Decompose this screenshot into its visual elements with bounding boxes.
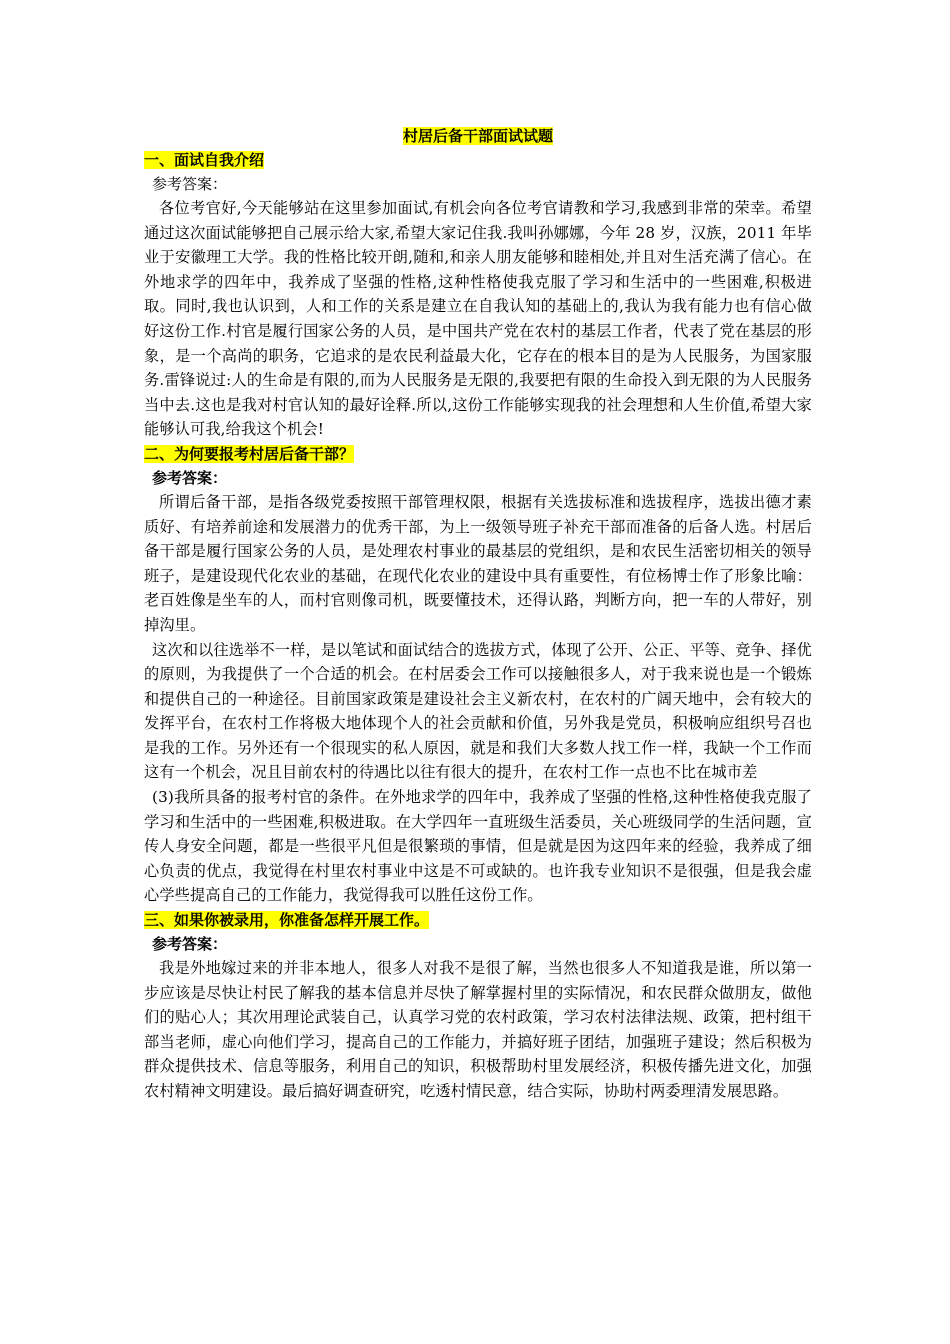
section-why-apply xyxy=(144,442,812,908)
answer-label: 参考答案： xyxy=(152,935,228,954)
answer-paragraph: 这次和以往选举不一样，是以笔试和面试结合的选拔方式，体现了公开、公正、平等、竞争、择优的原则，为我提供了一个合适的机会。在村居委会工作可以接触很多人，对于我来说也是一个锻炼和提供自己的一种途径。目前国家政策是建设社会主义新农村，在农村的广阔天地中，会有较大的发挥平台，在农村工作将极大地体现个人的社会贡献和价值，另外我是党员，积极响应组织号召也是我的工作。另外还有一个很现实的私人原因，就是和我们大多数人找工作一样，我缺一个工作而这有一个机会，况且目前农村的待遇比以往有很大的提升，在农村工作一点也不比在城市差 xyxy=(144,640,812,782)
answer-paragraph: 各位考官好,今天能够站在这里参加面试,有机会向各位考官请教和学习,我感到非常的荣幸。希望通过这次面试能够把自己展示给大家,希望大家记住我.我叫孙娜娜，今年 28 岁，汉族，2011 年毕业于安徽理工大学。我的性格比较开朗,随和,和亲人朋友能够和睦相处,并且对生活充满了信心。在外地求学的四年中，我养成了坚强的性格,这种性格使我克服了学习和生活中的一些困难,积极进取。同时,我也认识到，人和工作的关系是建立在自我认知的基础上的,我认为我有能力也有信心做好这份工作.村官是履行国家公务的人员，是中国共产党在农村的基层工作者，代表了党在基层的形象，是一个高尚的职务，它追求的是农民利益最大化，它存在的根本目的是为人民服务，为国家服务.雷锋说过:人的生命是有限的,而为人民服务是无限的,我要把有限的生命投入到无限的为人民服务当中去.这也是我对村官认知的最好诠释.所以,这份工作能够实现我的社会理想和人生价值,希望大家能够认可我,给我这个机会! xyxy=(144,199,812,439)
section-self-introduction xyxy=(144,148,812,442)
document-page xyxy=(144,124,812,1104)
answer-label: 参考答案： xyxy=(152,175,228,193)
section-heading: 二、为何要报考村居后备干部？ xyxy=(144,444,355,463)
answer-label: 参考答案： xyxy=(152,468,228,487)
document-title xyxy=(144,124,812,148)
title-highlight: 村居后备干部面试试题 xyxy=(402,127,553,145)
answer-paragraph: (3)我所具备的报考村官的条件。在外地求学的四年中，我养成了坚强的性格,这种性格使我克服了学习和生活中的一些困难,积极进取。在大学四年一直班级生活委员，关心班级同学的生活问题，宣传人身安全问题，都是一些很平凡但是很繁琐的事情，但是就是因为这四年来的经验，我养成了细心负责的优点，我觉得在村里农村事业中这是不可或缺的。也许我专业知识不是很强，但是我会虚心学些提高自己的工作能力，我觉得我可以胜任这份工作。 xyxy=(144,788,812,905)
section-heading: 三、如果你被录用，你准备怎样开展工作。 xyxy=(144,911,430,930)
section-work-plan xyxy=(144,908,812,1104)
answer-paragraph: 所谓后备干部，是指各级党委按照干部管理权限，根据有关选拔标准和选拔程序，选拔出德才素质好、有培养前途和发展潜力的优秀干部，为上一级领导班子补充干部而准备的后备人选。村居后备干部是履行国家公务的人员，是处理农村事业的最基层的党组织，是和农民生活密切相关的领导班子，是建设现代化农业的基础，在现代化农业的建设中具有重要性，有位杨博士作了形象比喻：老百姓像是坐车的人，而村官则像司机，既要懂技术，还得认路，判断方向，把一车的人带好，别掉沟里。 xyxy=(144,492,812,634)
answer-paragraph: 我是外地嫁过来的并非本地人，很多人对我不是很了解，当然也很多人不知道我是谁，所以第一步应该是尽快让村民了解我的基本信息并尽快了解掌握村里的实际情况，和农民群众做朋友，做他们的贴心人；其次用理论武装自己，认真学习党的农村政策，学习农村法律法规、政策，把村组干部当老师，虚心向他们学习，提高自己的工作能力，并搞好班子团结，加强班子建设；然后积极为群众提供技术、信息等服务，利用自己的知识，积极帮助村里发展经济，积极传播先进文化，加强农村精神文明建设。最后搞好调查研究，吃透村情民意，结合实际，协助村两委理清发展思路。 xyxy=(144,959,812,1100)
section-heading: 一、面试自我介绍 xyxy=(144,151,265,169)
